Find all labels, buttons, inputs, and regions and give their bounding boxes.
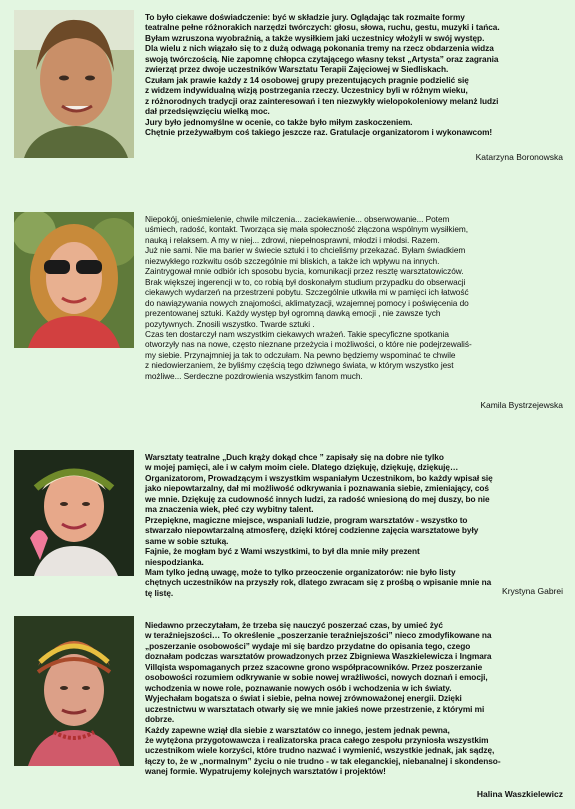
author-katarzyna: Katarzyna Boronowska (475, 152, 563, 162)
photo-katarzyna-boronowska (14, 10, 134, 158)
author-krystyna: Krystyna Gabrei (502, 586, 563, 596)
paragraph: Niedawno przeczytałam, że trzeba się nauczyć poszerzać czas, by umieć żyć w teraźniejszości… To określenie „poszerzanie teraźniejszości” nieco zmodyfikowane na „poszerzanie osobowości” wydaje mi się bardzo przydatne do opisania tego, czego doznałam podczas warsztatów prowadzonych przez Zbigniewa Waszkielewicza i Ingmara Villqista wspomaganych przez szacowne grono współpracowników. Przez poszerzanie osobowości rozumiem odkrywanie w sobie nowej wrażliwości, nowych doznań i emocji, wchodzenia w nowe role, poznawanie nowych osób i wchodzenia w ich światy. Wyjechałam bogatsza o świat i siebie, pełna nowej zrównoważonej energii. Dzięki uczestnictwu w warsztatach otwarły się we mnie jakieś nowe przestrzenie, z którymi mi dobrze. Każdy zapewne wziął dla siebie z warsztatów co innego, jestem jednak pewna, że wytężona przygotowawcza i realizatorska praca całego zespołu przyniosła wszystkim uczestnikom wiele korzyści, które trudno nazwać i wymienić, wszystkie jednak, jak sądzę, łączy to, że w „normalnym” życiu o nie trudno - w tak eleganckiej, niebanalnej i skondenso- wanej formie. Wypatrujemy kolejnych warsztatów i projektów! (145, 620, 501, 777)
text-kamila (145, 214, 565, 381)
text-krystyna (145, 452, 565, 598)
author-kamila: Kamila Bystrzejewska (480, 400, 563, 410)
photo-halina-waszkielewicz (14, 616, 134, 766)
photo-krystyna-gabrei (14, 450, 134, 576)
text-katarzyna (145, 12, 565, 137)
author-halina: Halina Waszkielewicz (476, 789, 563, 799)
photo-kamila-bystrzejewska (14, 212, 134, 348)
text-halina (145, 620, 565, 777)
paragraph: Niepokój, onieśmielenie, chwile milczenia... zaciekawienie... obserwowanie... Potem uśmiech, radość, kontakt. Tworząca się mała społeczność złączona wspólnym wysiłkiem, nauką i relaksem. A my w niej... zdrowi, niepełnosprawni, młodzi i młodsi. Razem. Już nie sami. Nie ma barier w świecie sztuki i to chcieliśmy przekazać. Byłam świadkiem niezwykłego rozkwitu osób szczególnie mi bliskich, a także ich wpływu na innych. Zaintrygował mnie odbiór ich sposobu bycia, komunikacji przez resztę warsztatowiczów. Brak większej ingerencji w to, co robią był doskonałym studium przypadku do obserwacji ciekawych wydarzeń na przestrzeni pobytu. Szczególnie utkwiła mi w pamięci ich łatwość do nawiązywania nowych znajomości, aklimatyzacji, wzajemnej pomocy i poświęcenia do prezentowanej sztuki. Każdy występ był ogromną dawką emocji , nie zawsze tych pozytywnych. Znosili wszystko. Twarde sztuki . Czas ten dostarczył nam wszystkim ciekawych wrażeń. Takie specyficzne spotkania otworzyły nas na nowe, często nieznane przeżycia i możliwości, o które nie podejrzewaliś- my siebie. Przynajmniej ja tak to odczułam. Na pewno będziemy wspominać te chwile z niedowierzaniem, że byliśmy częścią tego dziwnego świata, w którym wszystko jest możliwe... Serdeczne pozdrowienia wszystkim fanom much. (145, 214, 472, 381)
paragraph: Warsztaty teatralne „Duch krąży dokąd chce ” zapisały się na dobre nie tylko w mojej pamięci, ale i w całym moim ciele. Dlatego dziękuję, dziękuję, dziękuję… Organizatorom, Prowadzącym i wszystkim wspaniałym Uczestnikom, bo każdy wpisał się jako niepowtarzalny, dał mi możliwość odkrywania i poznawania siebie, zmieniający, coś we mnie. Dziękuję za cudowność innych ludzi, za radość wniesioną do mej duszy, bo nie ma znaczenia wiek, płeć czy wybitny talent. Przepiękne, magiczne miejsce, wspaniali ludzie, program warsztatów - wszystko to stwarzało niepowtarzalną atmosferę, dzięki której codzienne zajęcia warsztatowe były same w sobie sztuką. Fajnie, że mogłam być z Wami wszystkimi, to był dla mnie miły prezent niespodzianka. Mam tylko jedną uwagę, może to tylko przeoczenie organizatorów: nie było listy chętnych uczestników na przyszły rok, dlatego zwracam się z prośbą o wpisanie mnie na tę listę. (145, 452, 493, 598)
paragraph: To było ciekawe doświadczenie: być w składzie jury. Oglądając tak rozmaite formy teatralne pełne różnorakich narzędzi twórczych: głosu, słowa, ruchu, gestu, muzyki i tańca. Byłam wzruszona wyobraźnią, a także wysiłkiem jaki uczestnicy włożyli w swój występ. Dla wielu z nich wiązało się to z dużą odwagą pokonania tremy na rzecz obdarzenia widza swoją twórczością. Nie zapomnę chłopca czytającego własny tekst „Artysta” oraz zagrania zwierząt przez dwoje uczestników Warsztatu Terapii Zajęciowej w Siedliskach. Czułam jak prawie każdy z 14 osobowej grupy prezentujących pragnie podzielić się z widzem indywidualną wizją postrzegania rzeczy. Uczestnicy byli w różnym wieku, z różnorodnych tradycji oraz zainteresowań i ten niezwykły wielopokoleniowy melanż ludzi dał przedsięwzięciu wielką moc. Jury było jednomyślne w ocenie, co także było miłym zaskoczeniem. Chętnie przeżywałbym coś takiego jeszcze raz. Gratulacje organizatorom i wykonawcom! (145, 12, 500, 137)
